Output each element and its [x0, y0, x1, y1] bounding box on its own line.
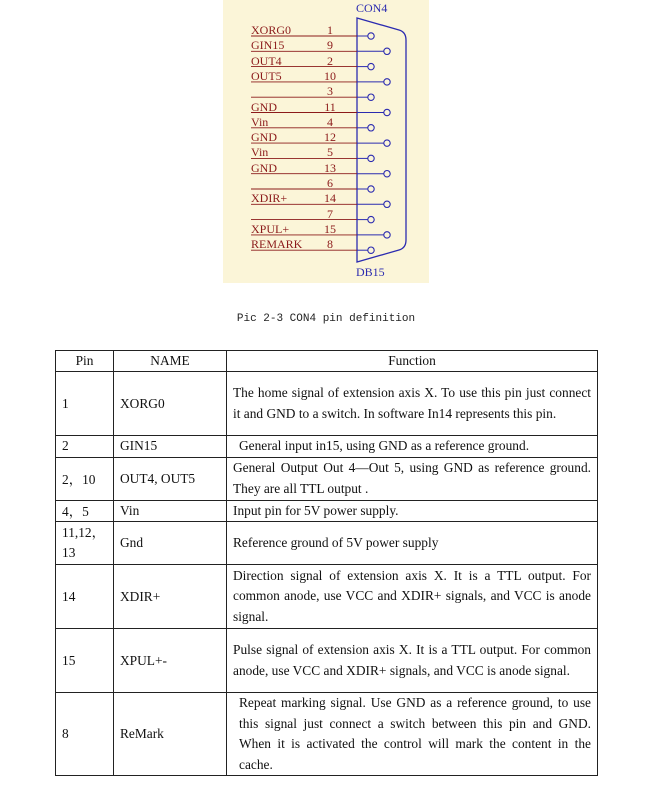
cell-name: XDIR+: [114, 565, 227, 629]
table-row: [56, 372, 598, 436]
cell-name: XPUL+-: [114, 629, 227, 693]
table-row: [56, 693, 598, 776]
pin-number-label: 2: [327, 53, 333, 68]
table-header-row: [56, 351, 598, 372]
cell-function: The home signal of extension axis X. To use this pin just connect it and GND to a switch. In software In14 represents this pin.: [227, 372, 598, 436]
cell-function: General Output Out 4—Out 5, using GND as reference ground. They are all TTL output .: [227, 457, 598, 500]
pin-number-label: 5: [327, 145, 333, 160]
cell-function: Reference ground of 5V power supply: [227, 522, 598, 565]
cell-name: Gnd: [114, 522, 227, 565]
figure-caption: Pic 2-3 CON4 pin definition: [236, 313, 416, 325]
pin-number-label: 15: [324, 221, 336, 236]
pin-definition-table: [55, 350, 598, 776]
pin-number-label: 8: [327, 237, 333, 252]
cell-name: XORG0: [114, 372, 227, 436]
pin-number-label: 6: [327, 176, 333, 190]
pin-number-label: 14: [324, 191, 336, 206]
table-row: [56, 522, 598, 565]
pin-contact: [368, 155, 374, 161]
pin-number-label: 9: [327, 38, 333, 53]
pin-contact: [384, 201, 390, 207]
pin-number-label: 7: [327, 206, 333, 221]
pin-signal-label: GND: [251, 130, 277, 145]
connector-shell: [357, 18, 406, 262]
pin-contact: [384, 232, 390, 238]
connector-ref-label: CON4: [356, 1, 388, 15]
pin-contact: [368, 125, 374, 131]
header-pin: Pin: [56, 351, 114, 372]
cell-name: Vin: [114, 500, 227, 522]
cell-pin: 15: [56, 629, 114, 693]
cell-pin: 14: [56, 565, 114, 629]
cell-pin: 4，5: [56, 500, 114, 522]
cell-pin: 2: [56, 436, 114, 458]
pin-number-label: 4: [327, 114, 333, 129]
pin-contact: [368, 247, 374, 253]
table-row: [56, 565, 598, 629]
table-row: [56, 436, 598, 458]
cell-function: Input pin for 5V power supply.: [227, 500, 598, 522]
cell-pin: 2，10: [56, 457, 114, 500]
pin-signal-label: XPUL+: [251, 221, 290, 236]
cell-function: Direction signal of extension axis X. It is a TTL output. For common anode, use VCC and XDIR+ signals, and VCC is anode signal.: [227, 565, 598, 629]
pin-signal-label: REMARK: [251, 237, 303, 252]
header-name: NAME: [114, 351, 227, 372]
cell-name: OUT4, OUT5: [114, 457, 227, 500]
table-row: [56, 457, 598, 500]
pin-signal-label: XDIR+: [251, 191, 288, 206]
pin-signal-label: GIN15: [251, 38, 285, 53]
pin-signal-label: Vin: [251, 145, 269, 160]
cell-name: ReMark: [114, 693, 227, 776]
pin-number-label: 11: [324, 99, 336, 114]
pin-contact: [384, 79, 390, 85]
pin-contact: [368, 63, 374, 69]
cell-function: Pulse signal of extension axis X. It is a TTL output. For common anode, use VCC and XDIR+ signals, and VCC is anode signal.: [227, 629, 598, 693]
pin-number-label: 3: [327, 84, 333, 99]
pin-contact: [368, 216, 374, 222]
cell-function: Repeat marking signal. Use GND as a reference ground, to use this signal just connect a switch between this pin and GND. When it is activated the control will mark the content in the cache.: [227, 693, 598, 776]
pin-signal-label: OUT5: [251, 68, 282, 83]
cell-pin: 1: [56, 372, 114, 436]
cell-name: GIN15: [114, 436, 227, 458]
pin-contact: [384, 109, 390, 115]
pin-contact: [384, 48, 390, 54]
connector-schematic: [223, 0, 429, 283]
pin-signal-label: GND: [251, 160, 277, 175]
pin-number-label: 10: [324, 68, 336, 83]
pin-signal-label: GND: [251, 99, 277, 114]
pin-number-label: 1: [327, 23, 333, 37]
pin-number-label: 13: [324, 160, 336, 175]
pin-number-label: 12: [324, 130, 336, 145]
pin-contact: [368, 33, 374, 39]
cell-function: General input in15, using GND as a reference ground.: [227, 436, 598, 458]
header-function: Function: [227, 351, 598, 372]
cell-pin: 11,12，13: [56, 522, 114, 565]
pin-signal-label: OUT4: [251, 53, 282, 68]
pin-contact: [384, 140, 390, 146]
table-row: [56, 629, 598, 693]
pin-signal-label: XORG0: [251, 23, 292, 37]
table-row: [56, 500, 598, 522]
pin-signal-label: Vin: [251, 114, 269, 129]
cell-pin: 8: [56, 693, 114, 776]
pin-contact: [368, 186, 374, 192]
pin-contact: [368, 94, 374, 100]
connector-type-label: DB15: [356, 265, 385, 279]
pin-contact: [384, 171, 390, 177]
